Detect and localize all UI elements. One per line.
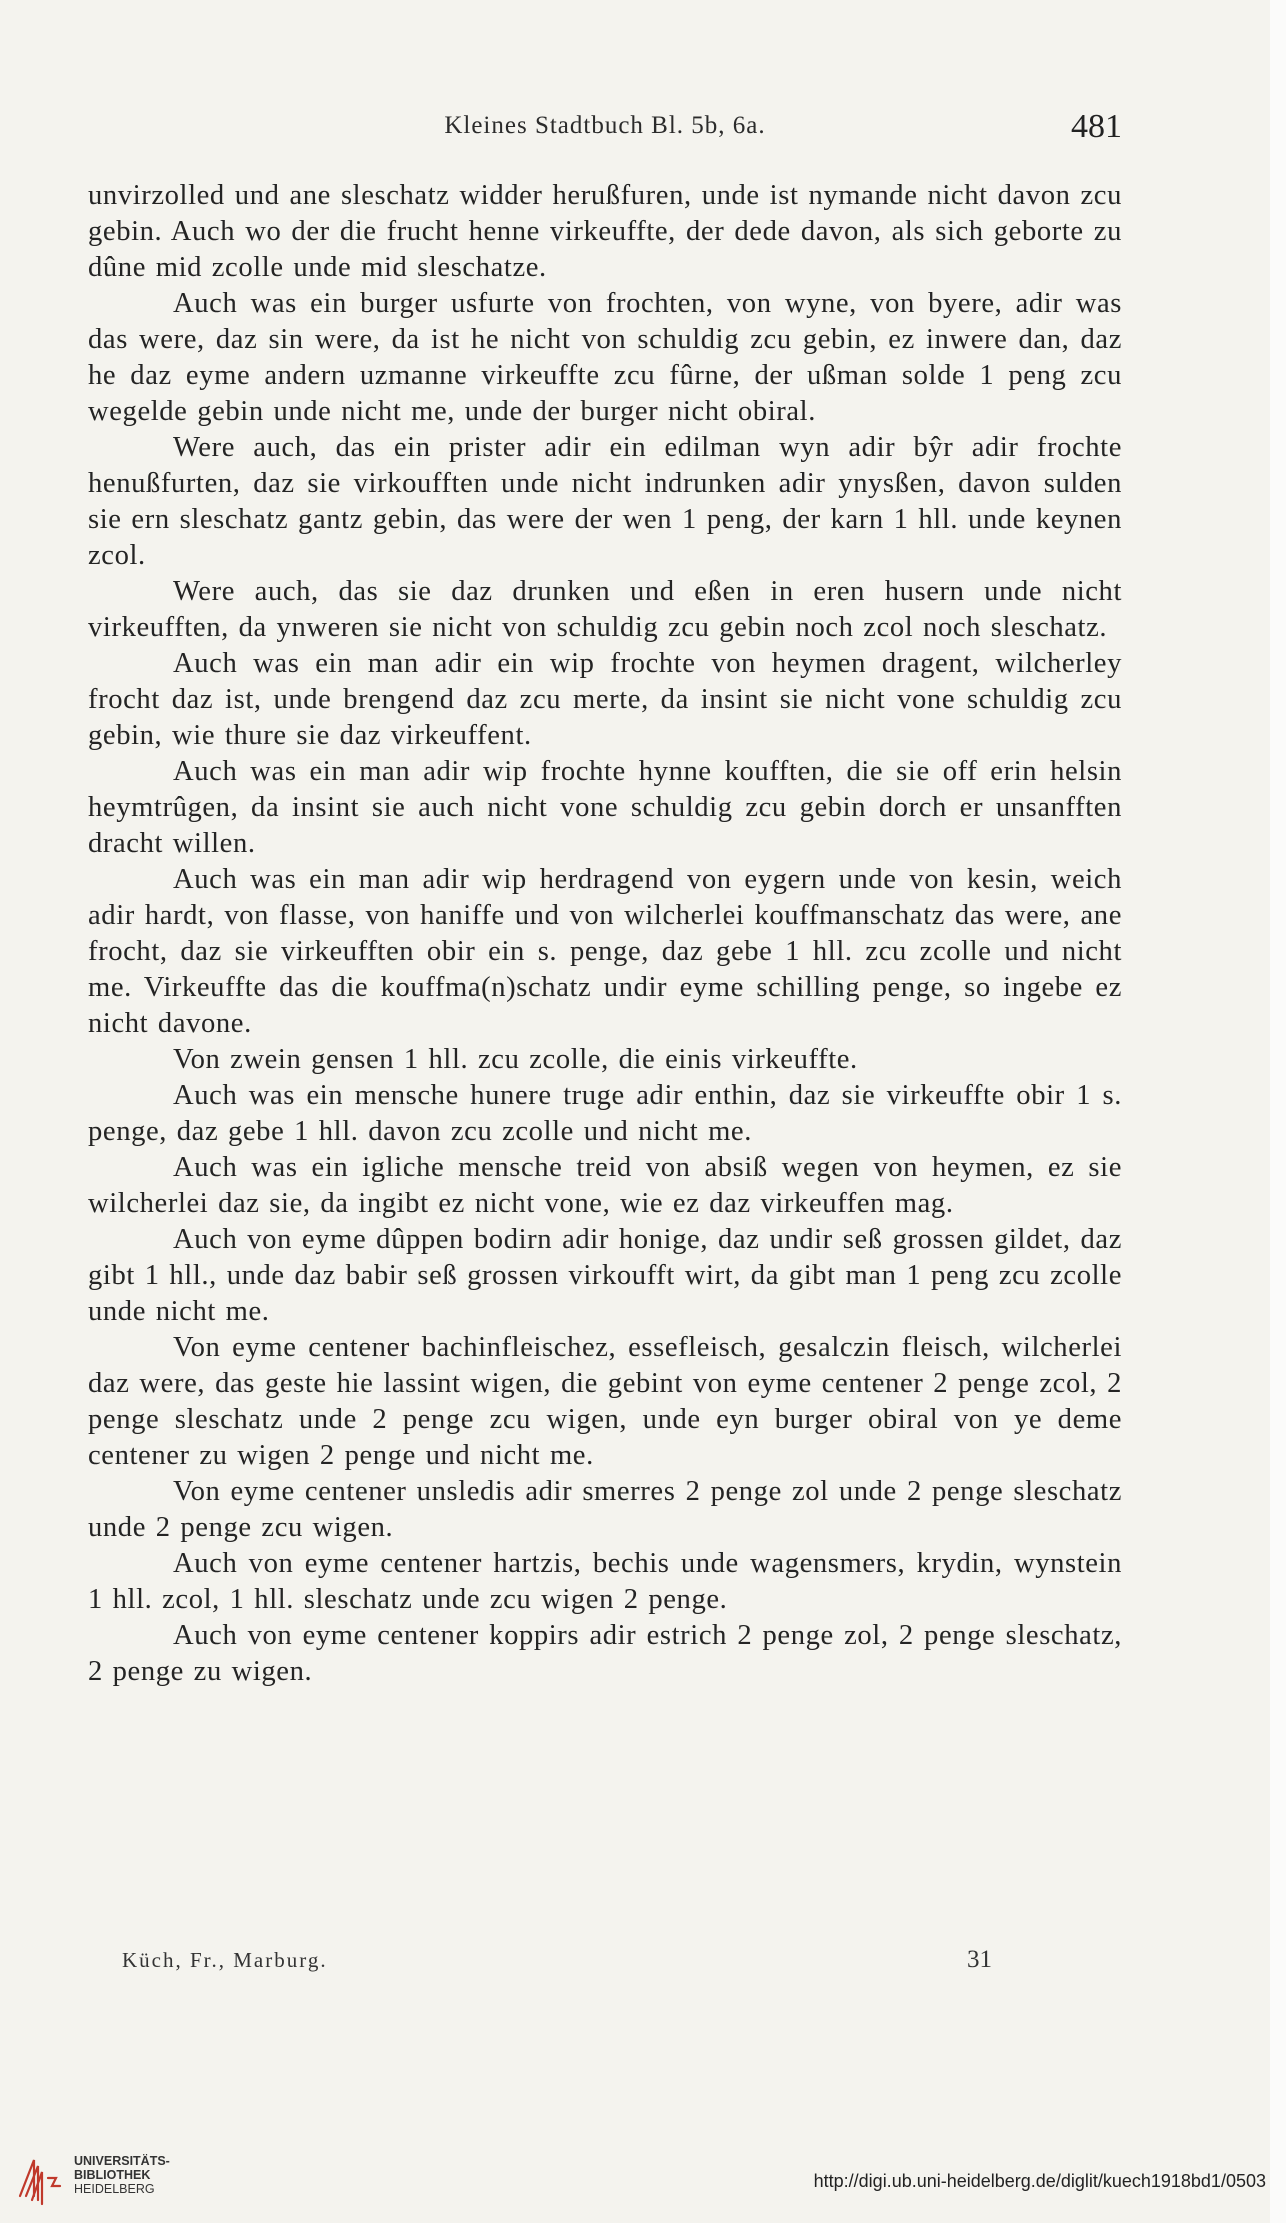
running-title: Kleines Stadtbuch Bl. 5b, 6a. — [444, 112, 766, 139]
paragraph: Were auch, das sie daz drunken und eßen in eren husern unde nicht virkeufften, da ynweren sie nicht von schuldig zcu gebin noch zcol noch sleschatz. — [88, 576, 1122, 643]
paragraph: Auch von eyme centener hartzis, bechis unde wagensmers, krydin, wynstein 1 hll. zcol, 1 hll. sleschatz unde zcu wigen 2 penge. — [88, 1548, 1122, 1615]
running-head — [88, 108, 1122, 148]
heidelberg-library-logo-icon — [12, 2148, 72, 2208]
paragraph: Auch von eyme dûppen bodirn adir honige, daz undir seß grossen gildet, daz gibt 1 hll., unde daz babir seß grossen virkoufft wirt, da gibt man 1 peng zcu zcolle unde nicht me. — [88, 1224, 1122, 1327]
signature-number: 31 — [967, 1946, 992, 1973]
body-text — [88, 178, 1122, 1690]
paragraph: Auch was ein mensche hunere truge adir enthin, daz sie virkeuffte obir 1 s. penge, daz gebe 1 hll. davon zcu zcolle und nicht me. — [88, 1080, 1122, 1147]
library-logo[interactable] — [12, 2148, 182, 2210]
library-name-line1: UNIVERSITÄTS- — [74, 2154, 170, 2168]
page-number: 481 — [1071, 108, 1122, 145]
page-edge — [1270, 0, 1286, 2223]
paragraph: Von eyme centener bachinfleischez, essefleisch, gesalczin fleisch, wilcherlei daz were, das geste hie lassint wigen, die gebint von eyme centener 2 penge zcol, 2 penge sleschatz unde 2 penge zcu wigen, unde eyn burger obiral von ye deme centener zu wigen 2 penge und nicht me. — [88, 1332, 1122, 1471]
library-name-line2: BIBLIOTHEK — [74, 2168, 151, 2182]
paragraph: Auch was ein burger usfurte von frochten, von wyne, von byere, adir was das were, daz sin were, da ist he nicht von schuldig zcu gebin, ez inwere dan, daz he daz eyme andern uzmanne virkeuffte zcu fûrne, der ußman solde 1 peng zcu wegelde gebin unde nicht me, unde der burger nicht obiral. — [88, 288, 1122, 427]
signature-author: Küch, Fr., Marburg. — [122, 1948, 328, 1972]
paragraph: Auch was ein man adir wip herdragend von eygern unde von kesin, weich adir hardt, von flasse, von haniffe und von wilcherlei kouffmanschatz das were, ane frocht, daz sie virkeufften obir ein s. penge, daz gebe 1 hll. zcu zcolle und nicht me. Virkeuffte das die kouffma(n)schatz undir eyme schilling penge, so ingebe ez nicht davone. — [88, 864, 1122, 1039]
printer-signature — [122, 1948, 992, 1982]
paragraph: unvirzolled und ane sleschatz widder herußfuren, unde ist nymande nicht davon zcu gebin. Auch wo der die frucht henne virkeuffte, der dede davon, als sich geborte zu dûne mid zcolle unde mid sleschatze. — [88, 180, 1122, 283]
paragraph: Von eyme centener unsledis adir smerres 2 penge zol unde 2 penge sleschatz unde 2 penge zcu wigen. — [88, 1476, 1122, 1543]
library-name — [74, 2154, 170, 2196]
paragraph: Von zwein gensen 1 hll. zcu zcolle, die einis virkeuffte. — [173, 1044, 858, 1075]
library-name-line3: HEIDELBERG — [74, 2182, 155, 2196]
paragraph: Auch was ein man adir wip frochte hynne koufften, die sie off erin helsin heymtrûgen, da insint sie auch nicht vone schuldig zcu gebin dorch er unsanfften dracht willen. — [88, 756, 1122, 859]
paragraph: Auch was ein igliche mensche treid von absiß wegen von heymen, ez sie wilcherlei daz sie, da ingibt ez nicht vone, wie ez daz virkeuffen mag. — [88, 1152, 1122, 1219]
source-url[interactable]: http://digi.ub.uni-heidelberg.de/diglit/kuech1918bd1/0503 — [813, 2171, 1266, 2191]
paragraph: Auch was ein man adir ein wip frochte von heymen dragent, wilcherley frocht daz ist, unde brengend daz zcu merte, da insint sie nicht vone schuldig zcu gebin, wie thure sie daz virkeuffent. — [88, 648, 1122, 751]
paragraph: Were auch, das ein prister adir ein edilman wyn adir bŷr adir frochte henußfurten, daz sie virkoufften unde nicht indrunken adir ynysßen, davon sulden sie ern sleschatz gantz gebin, das were der wen 1 peng, der karn 1 hll. unde keynen zcol. — [88, 432, 1122, 571]
paragraph: Auch von eyme centener koppirs adir estrich 2 penge zol, 2 penge sleschatz, 2 penge zu wigen. — [88, 1620, 1122, 1687]
